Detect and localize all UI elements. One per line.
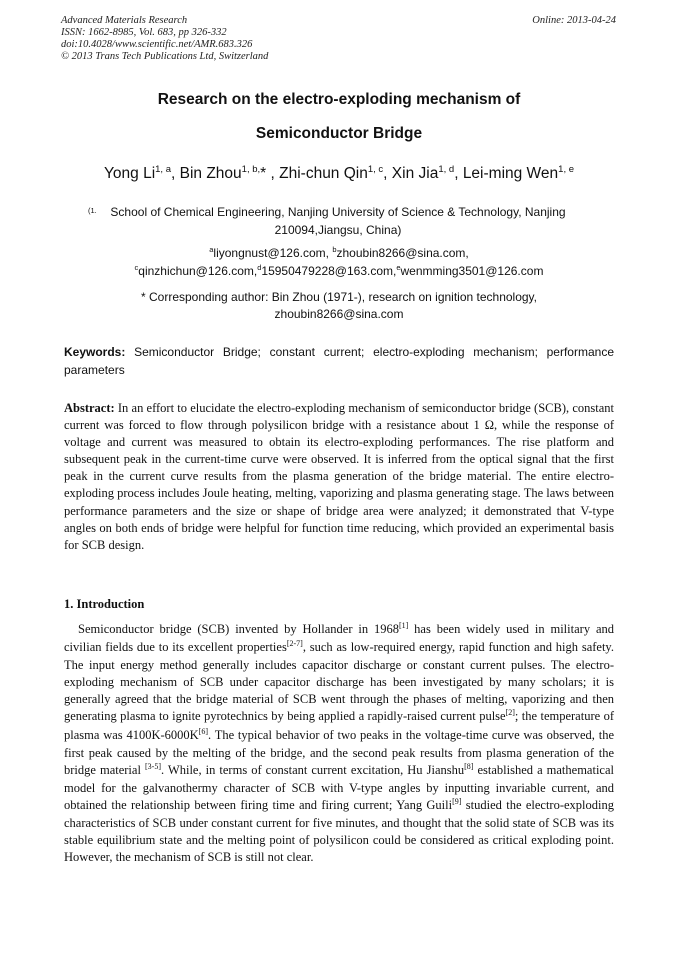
abstract-text: In an effort to elucidate the electro-exploding mechanism of semiconductor bridge (SCB), constant current was forced to flow through polysilicon bridge with a resistance about 1 Ω, while the response of voltage and current was measured to obtain its electro-exploding performances. The rise platform and subsequent peak in the current-time curve were observed. It is inferred from the optical signal that the first peak in the current curve results from the plasma generation of the bridge material. The entire electro-exploding process includes Joule heating, melting, vaporizing and plasma generating stage. The laws between performance parameters and the size or shape of bridge area were analyzed; it demonstrated that V-type angles on both ends of bridge were helpful for function time reducing, which provided an experimental basis for SCB design. bbox=[64, 401, 614, 552]
citation[interactable]: [2] bbox=[505, 708, 515, 718]
author-name: Zhi-chun Qin bbox=[279, 165, 368, 182]
citation[interactable]: [1] bbox=[398, 621, 409, 630]
author-affiliation-mark: 1, a bbox=[155, 164, 171, 175]
copyright: © 2013 Trans Tech Publications Ltd, Switzerland bbox=[61, 51, 269, 62]
body-text: . While, in terms of constant current excitation, Hu Jianshu bbox=[160, 762, 465, 777]
author-name: Yong Li bbox=[103, 165, 156, 182]
publication-info bbox=[61, 15, 268, 63]
author-separator: , bbox=[171, 165, 180, 182]
body-text: . The typical behavior of two peaks in the voltage-time curve was observed, the first peak caused by the melting of the bridge, and the second peak results from plasma generation of the bridge material bbox=[64, 727, 614, 777]
keywords-label: Keywords: bbox=[64, 345, 126, 359]
paper-title-line-2: Semiconductor Bridge bbox=[255, 125, 423, 142]
section-heading-introduction: 1. Introduction bbox=[64, 597, 145, 611]
body-text: studied the electro-exploding characteristics of SCB under constant current for five minutes, and thought that the solid state of SCB was its stable equilibrium state and the melting point of polysilicon could be considered as critical exploding point. However, the mechanism of SCB is still not clear. bbox=[64, 797, 614, 865]
email-mark: a bbox=[209, 245, 214, 254]
citation[interactable]: [9] bbox=[452, 796, 462, 806]
keywords bbox=[64, 343, 614, 379]
citation[interactable]: [8] bbox=[464, 761, 474, 771]
author-list bbox=[0, 165, 678, 183]
affiliation-line-1: School of Chemical Engineering, Nanjing University of Science & Technology, Nanjing bbox=[110, 205, 566, 219]
keywords-text: Semiconductor Bridge; constant current; electro-exploding mechanism; performance parameters bbox=[64, 345, 614, 377]
abstract bbox=[64, 400, 614, 554]
journal-name: Advanced Materials Research bbox=[61, 15, 188, 26]
author-affiliation-mark: 1, c bbox=[367, 164, 384, 175]
email-link[interactable]: wenmming3501@126.com bbox=[400, 264, 544, 278]
corresponding-author: * Corresponding author: Bin Zhou (1971-), research on ignition technology, bbox=[140, 290, 537, 304]
email-mark: b bbox=[332, 245, 337, 254]
affiliation-marker: (1. bbox=[88, 206, 97, 215]
body-text: established a mathematical model for the galvanothermy character of SCB with V-type angles by inputting invariable current, and obtained the relationship between firing time and firing current; Yang Guili bbox=[64, 762, 614, 812]
email-link[interactable]: liyongnust@126.com, bbox=[213, 246, 333, 260]
body-text: ; the temperature of plasma was 4100K-6000K bbox=[64, 709, 614, 742]
body-text: Semiconductor bridge (SCB) invented by Hollander in 1968 bbox=[78, 622, 399, 636]
doi: doi:10.4028/www.scientific.net/AMR.683.326 bbox=[61, 39, 253, 50]
author-affiliation-mark: 1, e bbox=[558, 164, 575, 175]
abstract-label: Abstract: bbox=[64, 401, 115, 415]
corresponding-email[interactable]: zhoubin8266@sina.com bbox=[274, 307, 404, 321]
citation[interactable]: [6] bbox=[198, 726, 208, 736]
author-separator: , bbox=[454, 165, 463, 182]
email-line-2 bbox=[0, 264, 678, 278]
paper-title-line-1: Research on the electro-exploding mechanism of bbox=[157, 91, 521, 108]
body-text: , such as low-required energy, rapid function and high safety. The input energy method generally includes capacitor discharge or constant current pulses. The electro-exploding mechanism of SCB under capacitor discharge has been investigated by many scholars; it is generally agreed that the bridge material of SCB went through the phases of melting, vaporizing and then generating plasma to ignite pyrotechnics by being applied a rapidly-raised current pulse bbox=[64, 640, 614, 724]
affiliation bbox=[88, 203, 588, 239]
email-link[interactable]: 15950479228@163.com, bbox=[261, 264, 397, 278]
author-name: Bin Zhou bbox=[179, 165, 242, 182]
email-line-1 bbox=[0, 246, 678, 260]
author-affiliation-mark: 1, b, bbox=[241, 164, 261, 175]
author-affiliation-mark: 1, d bbox=[438, 164, 455, 175]
email-mark: e bbox=[396, 263, 401, 272]
email-link[interactable]: qinzhichun@126.com, bbox=[138, 264, 258, 278]
email-mark: d bbox=[257, 263, 262, 272]
author-name: Lei-ming Wen bbox=[462, 165, 559, 182]
email-link[interactable]: zhoubin8266@sina.com, bbox=[336, 246, 469, 260]
issn: ISSN: 1662-8985, Vol. 683, pp 326-332 bbox=[61, 27, 227, 38]
citation[interactable]: [2-7] bbox=[286, 639, 303, 649]
email-mark: c bbox=[134, 263, 139, 272]
author-separator: , bbox=[383, 165, 392, 182]
citation[interactable]: [3-5] bbox=[144, 761, 161, 771]
affiliation-line-2: 210094,Jiangsu, China) bbox=[274, 223, 402, 237]
online-date: Online: 2013-04-24 bbox=[532, 15, 616, 26]
body-text: has been widely used in military and civilian fields due to its excellent properties bbox=[64, 622, 614, 655]
author-name: Xin Jia bbox=[391, 165, 439, 182]
introduction-paragraph bbox=[64, 621, 614, 866]
author-separator: * , bbox=[260, 165, 280, 182]
